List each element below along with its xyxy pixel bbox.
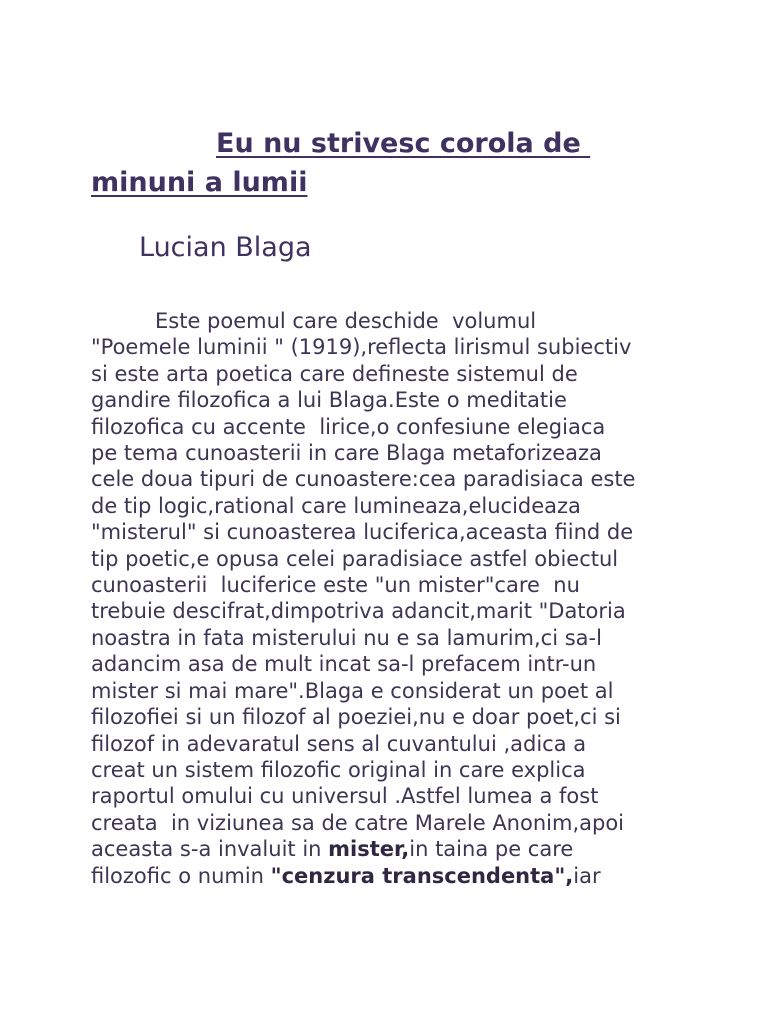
paragraph-line: adancim asa de mult incat sa-l prefacem intr-un (91, 652, 597, 677)
paragraph-line-with-bold: filozofic o numin "cenzura transcendenta",iar (91, 863, 601, 888)
paragraph-line: de tip logic,rational care lumineaza,elucideaza (91, 493, 581, 518)
paragraph-line: filozofiei si un filozof al poeziei,nu e doar poet,ci si (91, 705, 621, 730)
author-name: Lucian Blaga (139, 232, 312, 263)
paragraph-line: mister si mai mare".Blaga e considerat un poet al (91, 678, 614, 703)
paragraph-line: filozof in adevaratul sens al cuvantului ,adica a (91, 731, 587, 756)
body-paragraph (91, 308, 691, 889)
paragraph-line: creat un sistem filozofic original in care explica (91, 757, 586, 782)
paragraph-line: "Poemele luminii " (1919),reflecta lirismul subiectiv (91, 335, 632, 360)
paragraph-line: tip poetic,e opusa celei paradisiace astfel obiectul (91, 546, 619, 571)
paragraph-line: pe tema cunoasterii in care Blaga metaforizeaza (91, 441, 602, 466)
paragraph-line: raportul omului cu universul .Astfel lumea a fost (91, 784, 599, 809)
title-line-2: minuni a lumii (91, 167, 308, 198)
title-line-1: Eu nu strivesc corola de (216, 128, 591, 159)
paragraph-line: filozofica cu accente lirice,o confesiune elegiaca (91, 414, 606, 439)
bold-term-cenzura: "cenzura transcendenta", (270, 863, 574, 888)
paragraph-line: creata in viziunea sa de catre Marele Anonim,apoi (91, 810, 624, 835)
paragraph-line: cele doua tipuri de cunoastere:cea paradisiaca este (91, 467, 636, 492)
paragraph-line: si este arta poetica care defineste sistemul de (91, 361, 578, 386)
paragraph-line: Este poemul care deschide volumul (155, 309, 537, 333)
document-title (91, 124, 691, 202)
paragraph-line: trebuie descifrat,dimpotriva adancit,marit "Datoria (91, 599, 626, 624)
paragraph-line: cunoasterii luciferice este "un mister"care nu (91, 573, 580, 598)
paragraph-line-with-bold: aceasta s-a invaluit in mister,in taina pe care (91, 837, 574, 862)
bold-term-mister: mister, (328, 837, 410, 862)
paragraph-line: gandire filozofica a lui Blaga.Este o meditatie (91, 388, 567, 413)
paragraph-line: "misterul" si cunoasterea luciferica,aceasta fiind de (91, 520, 634, 545)
paragraph-line: noastra in fata misterului nu e sa lamurim,ci sa-l (91, 625, 602, 650)
